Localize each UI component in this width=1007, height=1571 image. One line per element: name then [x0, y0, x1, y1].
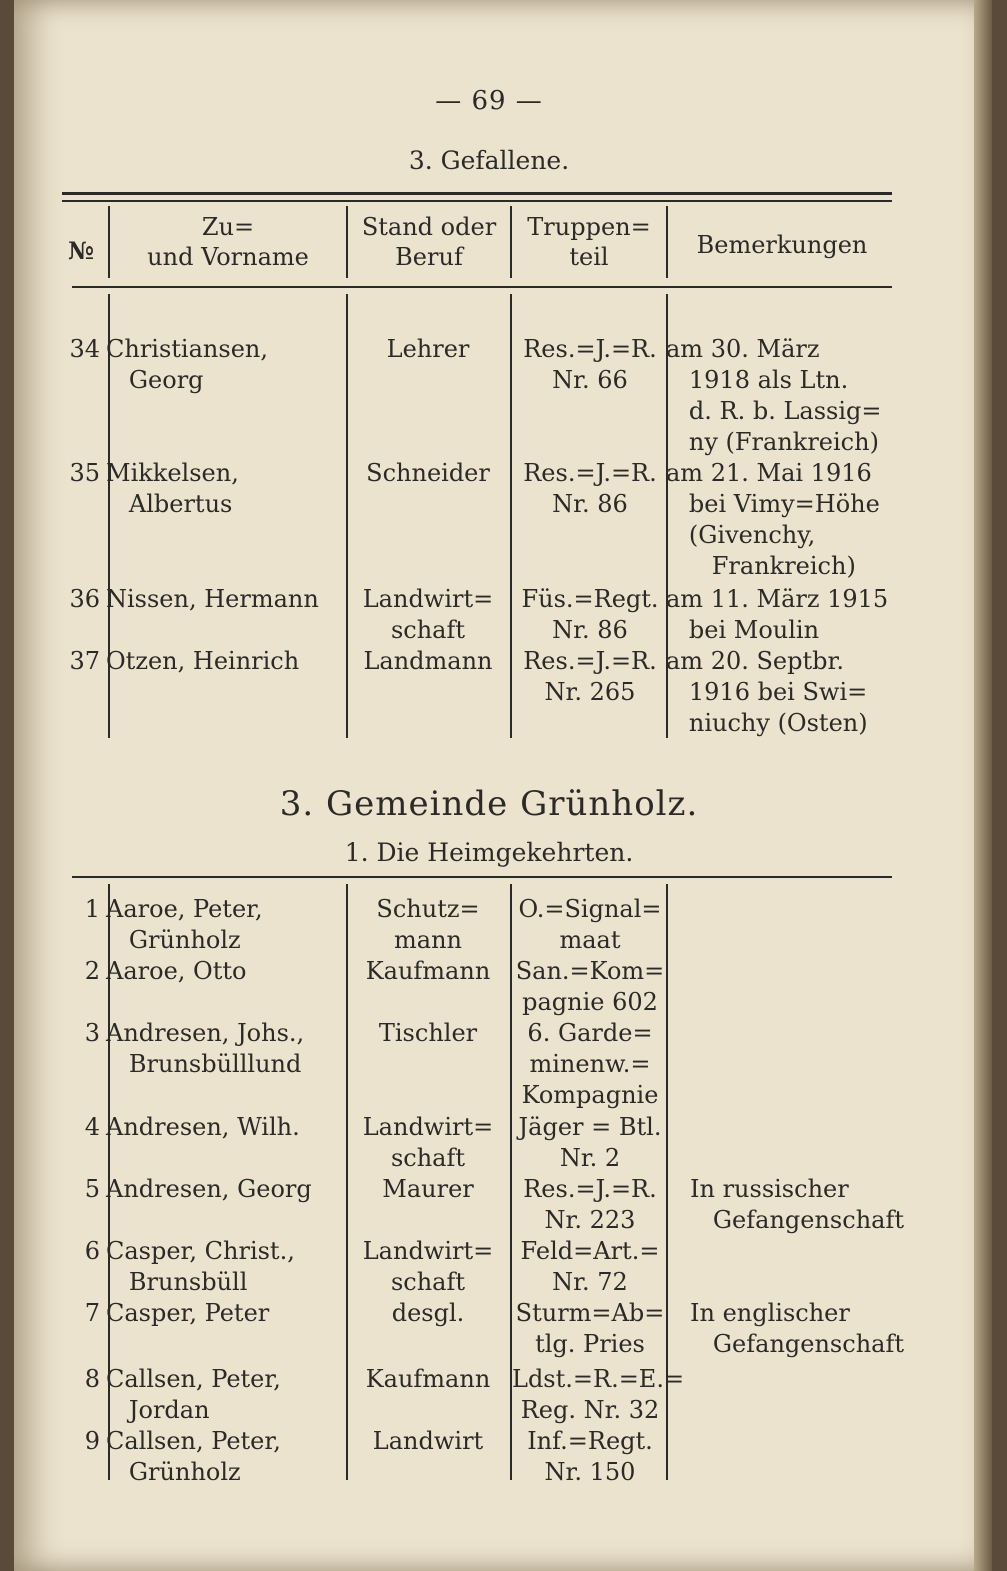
- col-divider: [510, 206, 512, 278]
- returned-row-name: Callsen, Peter, Jordan: [106, 1365, 281, 1424]
- returned-row-unit: Res.=J.=R. Nr. 223: [523, 1175, 657, 1234]
- header-name: Zu= und Vorname: [147, 213, 309, 271]
- col-divider: [666, 206, 668, 278]
- fallen-row-name: Mikkelsen, Albertus: [106, 459, 239, 518]
- header-number: №: [67, 236, 95, 265]
- fallen-row-number: 34: [69, 335, 100, 363]
- col-divider: [346, 206, 348, 278]
- returned-row-name: Casper, Peter: [106, 1299, 270, 1327]
- top-rule-thin: [62, 200, 892, 202]
- returned-row-unit: Ldst.=R.=E.= Reg. Nr. 32: [512, 1365, 685, 1424]
- book-page: [14, 0, 992, 1571]
- returned-row-job: desgl.: [391, 1299, 465, 1327]
- section2-rule: [72, 876, 892, 878]
- fallen-row-remarks: am 30. März 1918 als Ltn. d. R. b. Lassig= ny (Frankreich): [666, 335, 882, 456]
- fallen-row-number: 36: [69, 585, 100, 613]
- returned-row-job: Kaufmann: [365, 1365, 491, 1393]
- returned-row-number: 5: [84, 1175, 100, 1203]
- returned-row-unit: Jäger = Btl. Nr. 2: [518, 1113, 662, 1172]
- fallen-row-unit: Res.=J.=R. Nr. 265: [523, 647, 657, 706]
- header-unit: Truppen= teil: [527, 213, 651, 271]
- fallen-row-number: 37: [69, 647, 100, 675]
- returned-row-number: 2: [84, 957, 100, 985]
- returned-row-name: Aaroe, Peter, Grünholz: [106, 895, 263, 954]
- returned-row-job: Landwirt= schaft: [362, 1113, 494, 1172]
- returned-row-number: 1: [84, 895, 100, 923]
- returned-row-unit: O.=Signal= maat: [518, 895, 662, 954]
- section-title-gemeinde: 3. Gemeinde Grünholz.: [279, 784, 699, 824]
- fallen-row-unit: Res.=J.=R. Nr. 86: [523, 459, 657, 518]
- fallen-row-job: Lehrer: [386, 335, 470, 363]
- fallen-row-name: Nissen, Hermann: [106, 585, 319, 613]
- top-rule-thick: [62, 192, 892, 195]
- fallen-row-job: Landmann: [363, 647, 493, 675]
- page-number: — 69 —: [435, 86, 543, 116]
- fallen-row-remarks: am 11. März 1915 bei Moulin: [666, 585, 889, 644]
- returned-row-name: Andresen, Wilh.: [106, 1113, 300, 1141]
- returned-row-unit: Feld=Art.= Nr. 72: [520, 1237, 660, 1296]
- returned-row-unit: Inf.=Regt. Nr. 150: [527, 1427, 653, 1486]
- fallen-row-job: Landwirt= schaft: [362, 585, 494, 644]
- returned-row-name: Aaroe, Otto: [106, 957, 247, 985]
- returned-row-number: 9: [84, 1427, 100, 1455]
- returned-row-remarks: In russischer Gefangenschaft: [690, 1175, 904, 1234]
- returned-row-job: Maurer: [382, 1175, 474, 1203]
- returned-row-number: 7: [84, 1299, 100, 1327]
- returned-row-remarks: In englischer Gefangenschaft: [690, 1299, 904, 1358]
- returned-row-name: Callsen, Peter, Grünholz: [106, 1427, 281, 1486]
- fallen-row-number: 35: [69, 459, 100, 487]
- header-rule: [72, 286, 892, 288]
- returned-row-name: Andresen, Georg: [106, 1175, 312, 1203]
- fallen-row-unit: Füs.=Regt. Nr. 86: [521, 585, 659, 644]
- returned-row-name: Casper, Christ., Brunsbüll: [106, 1237, 295, 1296]
- section-subtitle-returned: 1. Die Heimgekehrten.: [344, 838, 634, 867]
- header-remarks: Bemerkungen: [696, 231, 868, 259]
- returned-row-job: Kaufmann: [365, 957, 491, 985]
- fallen-row-unit: Res.=J.=R. Nr. 66: [523, 335, 657, 394]
- header-job: Stand oder Beruf: [361, 213, 497, 271]
- fallen-row-job: Schneider: [366, 459, 490, 487]
- returned-row-number: 6: [84, 1237, 100, 1265]
- returned-row-unit: 6. Garde= minenw.= Kompagnie: [521, 1019, 659, 1109]
- fallen-row-name: Otzen, Heinrich: [106, 647, 300, 675]
- returned-row-name: Andresen, Johs., Brunsbülllund: [106, 1019, 305, 1078]
- returned-row-unit: San.=Kom= pagnie 602: [515, 957, 665, 1016]
- returned-row-number: 4: [84, 1113, 100, 1141]
- returned-row-job: Landwirt: [372, 1427, 484, 1455]
- returned-row-number: 8: [84, 1365, 100, 1393]
- fallen-row-name: Christiansen, Georg: [106, 335, 268, 394]
- returned-row-job: Tischler: [378, 1019, 478, 1047]
- returned-row-number: 3: [84, 1019, 100, 1047]
- returned-row-unit: Sturm=Ab= tlg. Pries: [515, 1299, 665, 1358]
- col-divider: [108, 206, 110, 278]
- book-spine: [974, 0, 992, 1571]
- fallen-row-remarks: am 20. Septbr. 1916 bei Swi= niuchy (Osten): [666, 647, 868, 737]
- section-title-fallen: 3. Gefallene.: [408, 146, 570, 175]
- fallen-row-remarks: am 21. Mai 1916 bei Vimy=Höhe (Givenchy, Frankreich): [666, 459, 880, 580]
- returned-row-job: Schutz= mann: [376, 895, 480, 954]
- returned-row-job: Landwirt= schaft: [362, 1237, 494, 1296]
